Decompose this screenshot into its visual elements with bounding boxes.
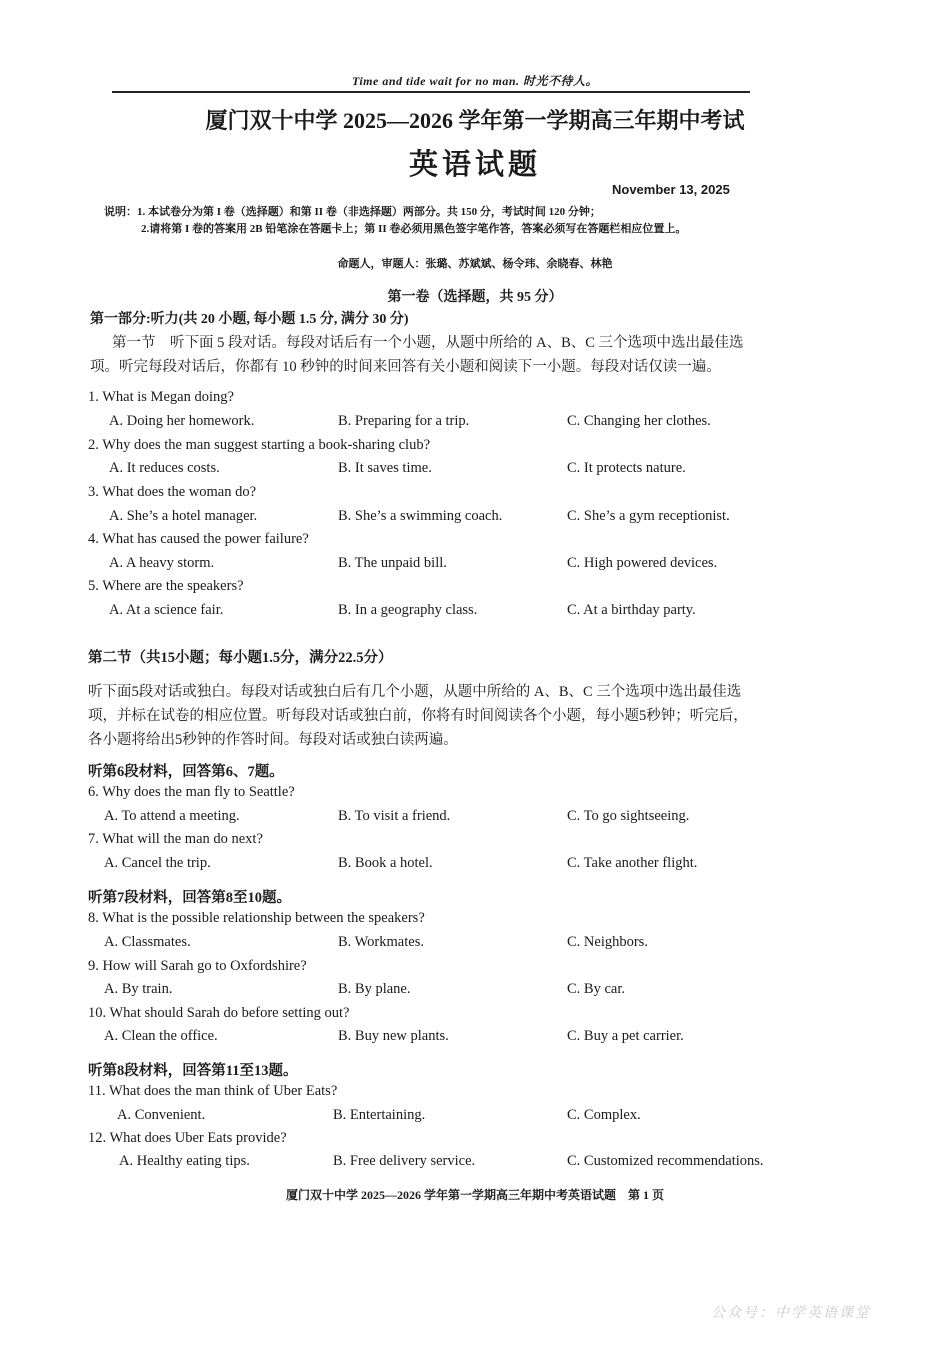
instructions-line-2: 2.请将第 I 卷的答案用 2B 铅笔涂在答题卡上；第 II 卷必须用黑色签字笔作答，答案必须写在答题栏相应位置上。 <box>141 223 687 235</box>
authors-line: 命题人，审题人：张璐、苏斌斌、杨令玮、余晓春、林艳 <box>337 258 613 270</box>
q2-option-b: B. It saves time. <box>338 460 432 476</box>
question-8: 8. What is the possible relationship between the speakers? <box>88 910 425 926</box>
question-3: 3. What does the woman do? <box>88 484 257 500</box>
motto: Time and tide wait for no man. 时光不待人。 <box>351 74 599 88</box>
q11-option-a: A. Convenient. <box>117 1107 206 1123</box>
q8-option-b: B. Workmates. <box>338 934 424 950</box>
part-1-title: 第一部分:听力(共 20 小题, 每小题 1.5 分, 满分 30 分) <box>90 312 409 327</box>
question-11: 11. What does the man think of Uber Eats? <box>88 1083 338 1099</box>
question-5: 5. Where are the speakers? <box>88 578 244 594</box>
q5-option-a: A. At a science fair. <box>109 602 224 618</box>
q12-option-b: B. Free delivery service. <box>333 1153 476 1169</box>
question-7: 7. What will the man do next? <box>88 831 263 847</box>
section2-title: 第二节（共15小题；每小题1.5分，满分22.5分） <box>88 650 393 666</box>
q7-option-c: C. Take another flight. <box>567 855 698 871</box>
school-title: 厦门双十中学 2025—2026 学年第一学期高三年期中考试 <box>205 108 745 133</box>
q5-option-c: C. At a birthday party. <box>567 602 696 618</box>
q10-option-b: B. Buy new plants. <box>338 1028 449 1044</box>
section1-instr-line2: 项。听完每段对话后，你都有 10 秒钟的时间来回答有关小题和阅读下一小题。每段对话仅读一遍。 <box>90 359 721 375</box>
header-rule <box>112 91 750 93</box>
q12-option-a: A. Healthy eating tips. <box>119 1153 250 1169</box>
q11-option-b: B. Entertaining. <box>333 1107 426 1123</box>
q4-option-b: B. The unpaid bill. <box>338 555 447 571</box>
material-8-heading: 听第8段材料，回答第11至13题。 <box>88 1063 298 1079</box>
instructions-line-1: 说明：1. 本试卷分为第 I 卷（选择题）和第 II 卷（非选择题）两部分。共 150 分，考试时间 120 分钟； <box>104 206 601 218</box>
section2-instr-line3: 各小题将给出5秒钟的作答时间。每段对话或独白读两遍。 <box>88 732 458 748</box>
q3-option-a: A. She’s a hotel manager. <box>109 508 258 524</box>
question-2: 2. Why does the man suggest starting a book-sharing club? <box>88 437 431 453</box>
watermark: 公众号：中学英语课堂 <box>711 1306 871 1321</box>
q8-option-c: C. Neighbors. <box>567 934 648 950</box>
q10-option-a: A. Clean the office. <box>104 1028 218 1044</box>
q7-option-b: B. Book a hotel. <box>338 855 433 871</box>
material-6-heading: 听第6段材料，回答第6、7题。 <box>88 764 284 780</box>
q11-option-c: C. Complex. <box>567 1107 641 1123</box>
q7-option-a: A. Cancel the trip. <box>104 855 211 871</box>
q4-option-c: C. High powered devices. <box>567 555 718 571</box>
question-9: 9. How will Sarah go to Oxfordshire? <box>88 958 307 974</box>
q9-option-b: B. By plane. <box>338 981 411 997</box>
q4-option-a: A. A heavy storm. <box>109 555 215 571</box>
exam-date: November 13, 2025 <box>612 182 730 197</box>
q10-option-c: C. Buy a pet carrier. <box>567 1028 684 1044</box>
q6-option-a: A. To attend a meeting. <box>104 808 240 824</box>
q6-option-c: C. To go sightseeing. <box>567 808 690 824</box>
q3-option-c: C. She’s a gym receptionist. <box>567 508 730 524</box>
q9-option-c: C. By car. <box>567 981 625 997</box>
volume-1-title: 第一卷（选择题，共 95 分） <box>387 290 563 305</box>
q12-option-c: C. Customized recommendations. <box>567 1153 764 1169</box>
q1-option-c: C. Changing her clothes. <box>567 413 711 429</box>
q2-option-a: A. It reduces costs. <box>109 460 220 476</box>
q1-option-b: B. Preparing for a trip. <box>338 413 470 429</box>
question-10: 10. What should Sarah do before setting out? <box>88 1005 350 1021</box>
q3-option-b: B. She’s a swimming coach. <box>338 508 503 524</box>
question-12: 12. What does Uber Eats provide? <box>88 1130 287 1146</box>
section2-instr-line2: 项，并标在试卷的相应位置。听每段对话或独白前，你将有时间阅读各个小题，每小题5秒钟；听完后， <box>88 708 748 724</box>
question-6: 6. Why does the man fly to Seattle? <box>88 784 295 800</box>
q6-option-b: B. To visit a friend. <box>338 808 451 824</box>
subject-title: 英语试题 <box>408 149 541 181</box>
question-1: 1. What is Megan doing? <box>88 389 234 405</box>
q8-option-a: A. Classmates. <box>104 934 191 950</box>
question-4: 4. What has caused the power failure? <box>88 531 309 547</box>
q9-option-a: A. By train. <box>104 981 173 997</box>
section1-instr-line1: 第一节 听下面 5 段对话。每段对话后有一个小题，从题中所给的 A、B、C 三个选项中选出最佳选 <box>112 335 744 351</box>
material-7-heading: 听第7段材料，回答第8至10题。 <box>88 890 291 906</box>
section2-instr-line1: 听下面5段对话或独白。每段对话或独白后有几个小题，从题中所给的 A、B、C 三个选项中选出最佳选 <box>88 684 742 700</box>
page-footer: 厦门双十中学 2025—2026 学年第一学期高三年期中考英语试题 第 1 页 <box>285 1188 664 1202</box>
q2-option-c: C. It protects nature. <box>567 460 686 476</box>
q1-option-a: A. Doing her homework. <box>109 413 255 429</box>
q5-option-b: B. In a geography class. <box>338 602 478 618</box>
